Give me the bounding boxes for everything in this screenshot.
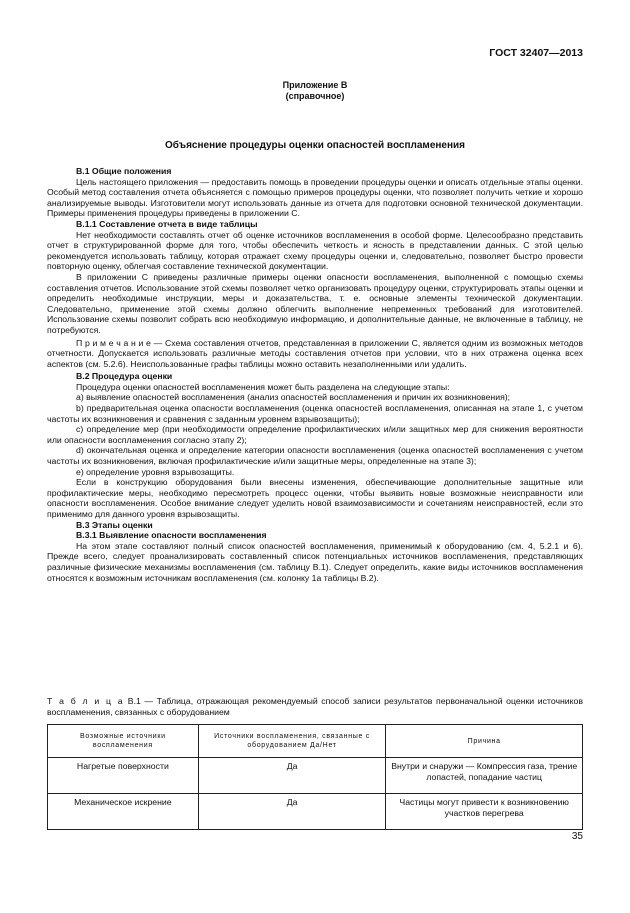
heading-b2: В.2 Процедура оценки [76, 371, 173, 382]
table-header-source: Возможные источники воспламенения [48, 725, 199, 758]
table-row [48, 794, 583, 830]
document-id: ГОСТ 32407—2013 [489, 47, 583, 59]
paragraph-b2-after: Если в конструкцию оборудования были внесены изменения, обеспечивающие дополнительные защитные или профилактические меры, необходимо пересмотреть процесс оценки, чтобы выявить новые возможные неисправности или опасности воспламенения. Особое внимание следует уделить новой взаимозависимости и сочетаниям неисправностей, если это применимо для данного уровня взрывозащиты. [47, 477, 583, 519]
table-header-reason: Причина [386, 725, 583, 758]
table-cell-source: Нагретые поверхности [48, 758, 199, 794]
annex-title: Объяснение процедуры оценки опасностей воспламенения [164, 140, 466, 151]
list-item-c: с) определение мер (при необходимости определение профилактических и/или защитных мер для снижения вероятности или опасности воспламенения согласно этапу 2); [47, 424, 583, 445]
list-item-e: е) определение уровня взрывозащиты. [76, 466, 235, 477]
paragraph-b11-2: В приложении С приведены различные примеры оценки опасности воспламенения, выполненной с помощью схемы составления отчетов. Использование этой схемы позволяет четко организовать процедуру оценки, структурировать этапы оценки и определить необходимые инструкции, меры и доказательства, т. е. основные элементы технической документации. Следовательно, применение этой схемы должно облегчить выполнение непременных требований для изготовителей. Использование схемы позволит собрать всю необходимую информацию, и дополнительные данные, не включенные в таблицу, не потребуются. [47, 271, 583, 335]
ignition-sources-table [47, 724, 583, 830]
note-label: П р и м е ч а н и е [76, 337, 151, 348]
annex-body [47, 166, 583, 583]
paragraph-b31-1: На этом этапе составляют полный список опасностей воспламенения, применимый к оборудованию (см. 4, 5.2.1 и 6). Прежде всего, следует проанализировать составленный список потенциальных источников воспламенения, представляющих различные физические механизмы воспламенения (см. таблицу В.1). Следует определить, какие виды источников воспламенения относятся к возможным источникам воспламенения (см. колонку 1а таблицы В.2). [47, 540, 583, 583]
note-paragraph [47, 338, 583, 370]
list-item-d: d) окончательная оценка и определение категории опасности воспламенения (оценка опасностей воспламенения с учетом частоты их возникновения, включая профилактические и/или защитные меры, определенные на этапе 3); [47, 445, 583, 467]
table-header-row [48, 725, 583, 758]
table-cell-reason: Внутри и снаружи — Компрессия газа, трение лопастей, попадание частиц [386, 758, 583, 794]
paragraph-b2-intro: Процедура оценки опасностей воспламенения может быть разделена на следующие этапы: [76, 381, 450, 392]
list-item-a: а) выявление опасностей воспламенения (анализ опасностей воспламенения и причин их возникновения); [76, 392, 511, 403]
annex-label: Приложение В [282, 80, 348, 90]
paragraph-b11-1: Нет необходимости составлять отчет об оценке источников воспламенения в особой форме. Целесообразно представить отчет в структурированной форме для того, чтобы обеспечить четкость и ясность в представлении данных. С этой целью рекомендуется использовать таблицу, которая отражает схему процедуры оценки и, следовательно, позволяет быстро провести повторную оценку, облегчая составление технической документации. [47, 229, 583, 272]
paragraph-b1-1: Цель настоящего приложения — предоставить помощь в проведении процедуры оценки и описать отдельные этапы оценки. Особый метод составления отчета объясняется с помощью примеров процедуры оценки, что позволяет получить четкие и хорошо анализируемые выводы. Изготовители могут использовать данные из отчета для подготовки основной технической документации. Примеры применения процедуры приведены в приложении С. [47, 176, 583, 219]
annex-heading [0, 80, 630, 102]
table-caption [47, 696, 583, 717]
table-caption-label: Т а б л и ц а [47, 696, 125, 706]
table-cell-source: Механическое искрение [48, 794, 199, 830]
note-text: — Схема составления отчетов, представленная в приложении С, является одним из возможных методов отчетности. Допускается использовать различные методы составления отчетов при условии, что в них отражена оценка всех аспектов (см. 5.2.6). Неиспользованные графы таблицы можно оставить незаполненными или удалить. [47, 337, 583, 369]
table-cell-reason: Частицы могут привести к возникновению участков перегрева [386, 794, 583, 830]
heading-b3-1: В.3.1 Выявление опасности воспламенения [76, 530, 267, 541]
table-cell-related: Да [198, 758, 386, 794]
list-item-b: b) предварительная оценка опасности воспламенения (оценка опасностей воспламенения, описанная на этапе 1, с учетом частоты их возникновения и сравнения с заданным уровнем взрывозащиты); [47, 403, 583, 424]
heading-b1-1: В.1.1 Составление отчета в виде таблицы [76, 218, 258, 229]
table-caption-text: В.1 — Таблица, отражающая рекомендуемый способ записи результатов первоначальной оценки источников воспламенения, связанных с оборудованием [47, 696, 583, 717]
table-header-related: Источники воспламенения, связанные с оборудованием Да/Нет [198, 725, 386, 758]
table-cell-related: Да [198, 794, 386, 830]
annex-status: (справочное) [285, 91, 345, 101]
table-row [48, 758, 583, 794]
heading-b1: В.1 Общие положения [76, 166, 172, 176]
page-number: 35 [571, 831, 583, 842]
heading-b3: В.3 Этапы оценки [76, 519, 153, 530]
